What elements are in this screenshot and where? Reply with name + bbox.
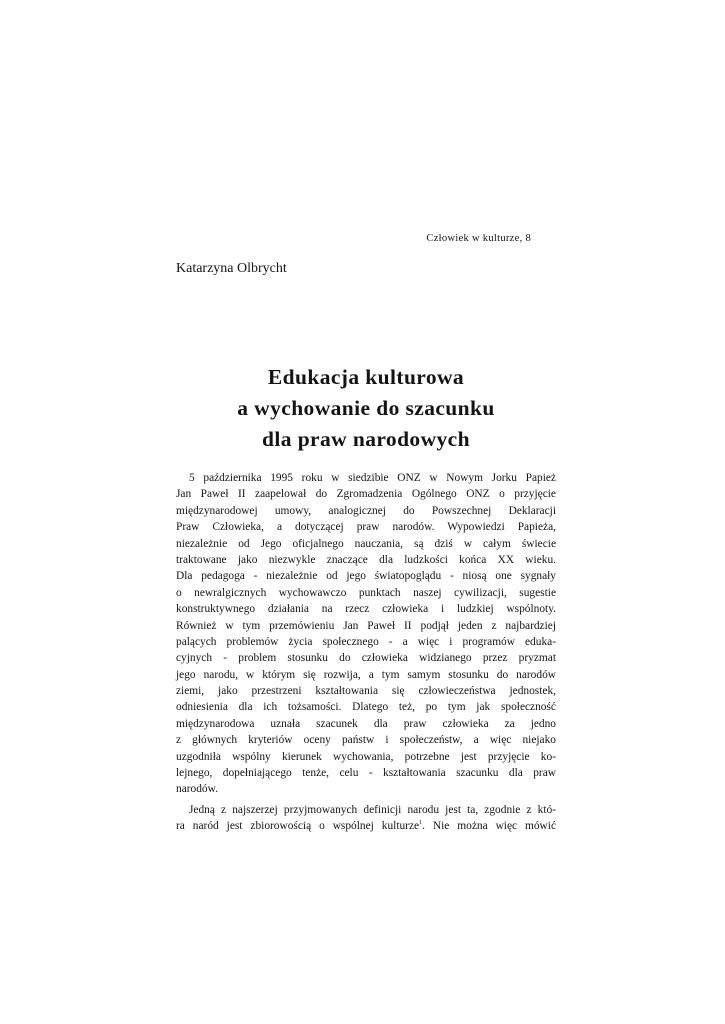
paragraph-1 xyxy=(176,470,556,798)
text-line: cyjnych - problem stosunku do człowieka widzianego przez pryzmat xyxy=(176,652,556,665)
text-line: 5 października 1995 roku w siedzibie ONZ w Nowym Jorku Papież xyxy=(189,472,556,484)
text-line: odniesienia dla ich tożsamości. Dlatego też, po tym jak społeczność xyxy=(176,701,556,714)
text-line: Praw Człowieka, a dotyczącej praw narodów. Wypowiedzi Papieża, xyxy=(176,521,556,534)
text-line: międzynarodowej umowy, analogicznej do Powszechnej Deklaracji xyxy=(176,504,556,517)
text-line: Dla pedagoga - niezależnie od jego światopoglądu - niosą one sygnały xyxy=(176,570,556,583)
article-body xyxy=(176,470,556,835)
text-line: narodów. xyxy=(176,783,218,796)
text-line: jego narodu, w którym się rozwija, a tym samym stosunku do narodów xyxy=(176,668,556,681)
text-line: Również w tym przemówieniu Jan Paweł II podjął jeden z najbardziej xyxy=(176,619,556,632)
text-line: konstruktywnego działania na rzecz człowieka i ludzkiej wspólnoty. xyxy=(176,603,556,616)
text-fragment: ra naród jest zbiorowością o wspólnej kulturze xyxy=(176,820,420,833)
article-title xyxy=(176,362,556,455)
text-line: ra naród jest zbiorowością o wspólnej kulturze$^1$. Nie można więc mówić xyxy=(176,820,557,833)
text-line: lejnego, dopełniającego tenże, celu - kształtowania szacunku dla praw xyxy=(176,767,556,780)
title-line: dla praw narodowych xyxy=(262,427,470,451)
text-line: palących problemów życia społecznego - a więc i programów eduka- xyxy=(176,635,556,648)
text-line: o newralgicznych wychowawczo punktach naszej cywilizacji, sugestie xyxy=(176,586,556,599)
text-fragment: Nie można więc mówić xyxy=(432,820,557,833)
text-line: z głównych kryteriów oceny państw i społeczeństw, a więc niejako xyxy=(176,734,556,747)
text-line: Jan Paweł II zaapelował do Zgromadzenia Ogólnego ONZ o przyjęcie xyxy=(176,488,556,501)
title-line: Edukacja kulturowa xyxy=(267,365,465,389)
text-line: niezależnie od Jego oficjalnego nauczania, są dziś w całym świecie xyxy=(176,537,556,550)
running-head: Człowiek w kulturze, 8 xyxy=(426,233,531,244)
author-name: Katarzyna Olbrycht xyxy=(176,261,287,276)
text-line: uzgodniła wspólny kierunek wychowania, potrzebne jest przyjęcie ko- xyxy=(176,750,556,763)
text-line: międzynarodowa uznała szacunek dla praw człowieka za jedno xyxy=(176,717,556,730)
footnote-mark: 1 xyxy=(419,820,423,827)
text-line: ziemi, jako przestrzeni kształtowania się człowieczeństwa jednostek, xyxy=(176,685,556,698)
title-line: a wychowanie do szacunku xyxy=(237,396,495,420)
text-line: traktowane jako niezwykle znaczące dla ludzkości końca XX wieku. xyxy=(176,553,556,566)
text-line: Jedną z najszerzej przyjmowanych definicji narodu jest ta, zgodnie z któ- xyxy=(189,803,556,816)
paragraph-2 xyxy=(176,802,556,835)
